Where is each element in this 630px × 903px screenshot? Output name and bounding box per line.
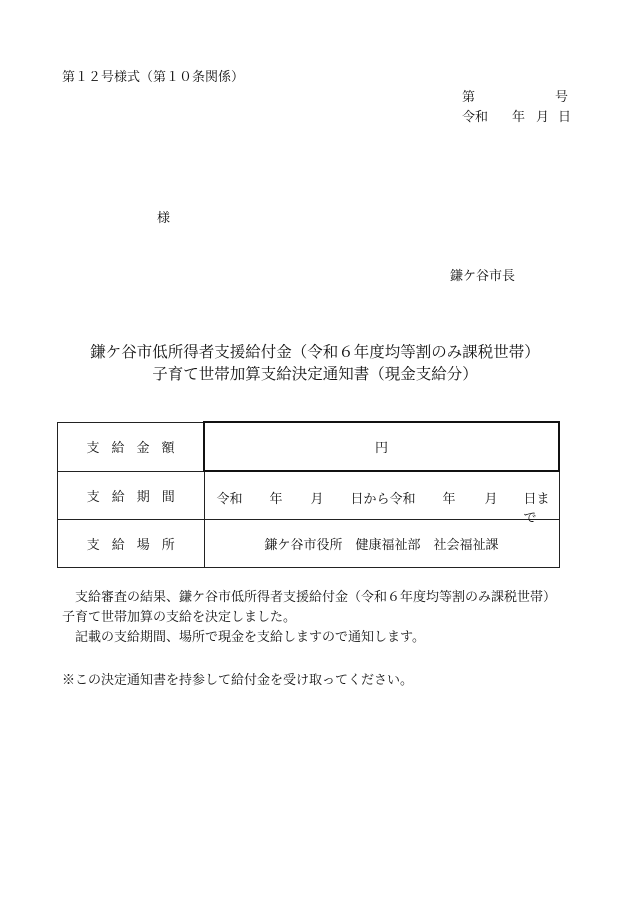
period-value <box>204 471 559 526</box>
table-row <box>58 520 560 568</box>
title-line-1: 鎌ケ谷市低所得者支援給付金（令和６年度均等割のみ課税世帯） <box>90 343 540 361</box>
body-text <box>62 588 556 648</box>
form-number: 第１２号様式（第１０条関係） <box>62 70 245 85</box>
date-day: 日 <box>558 110 572 125</box>
period-month-from: 月 <box>310 492 324 507</box>
document-title <box>0 341 630 385</box>
recipient-suffix: 様 <box>157 211 171 226</box>
date-era: 令和 <box>462 110 489 125</box>
note: ※この決定通知書を持参して給付金を受け取ってください。 <box>62 673 414 688</box>
period-era-from: 令和 <box>216 492 243 507</box>
issuer: 鎌ケ谷市長 <box>450 269 516 284</box>
period-day-from: 日から令和 <box>350 492 416 507</box>
body-line-2: 子育て世帯加算の支給を決定しました。 <box>62 610 297 625</box>
body-line-1: 支給審査の結果、鎌ケ谷市低所得者支援給付金（令和６年度均等割のみ課税世帯） <box>75 590 557 605</box>
doc-no-suffix: 号 <box>554 90 568 105</box>
period-label: 支給期間 <box>58 471 205 520</box>
title-line-2: 子育て世帯加算支給決定通知書（現金支給分） <box>152 365 478 383</box>
location-label: 支給場所 <box>58 520 205 568</box>
period-month-to: 月 <box>484 492 498 507</box>
amount-label: 支給金額 <box>58 422 205 471</box>
location-value: 鎌ケ谷市役所 健康福祉部 社会福祉課 <box>204 520 559 568</box>
payment-info-table <box>57 421 560 568</box>
body-line-3: 記載の支給期間、場所で現金を支給しますので通知します。 <box>75 630 425 645</box>
amount-value: 円 <box>204 422 559 471</box>
date-month: 月 <box>536 110 550 125</box>
date-year: 年 <box>512 110 526 125</box>
table-row <box>58 422 560 471</box>
period-year-to: 年 <box>442 492 456 507</box>
period-year-from: 年 <box>269 492 283 507</box>
period-day-to: 日まで <box>523 492 550 526</box>
doc-no-prefix: 第 <box>462 90 476 105</box>
table-row <box>58 471 560 520</box>
